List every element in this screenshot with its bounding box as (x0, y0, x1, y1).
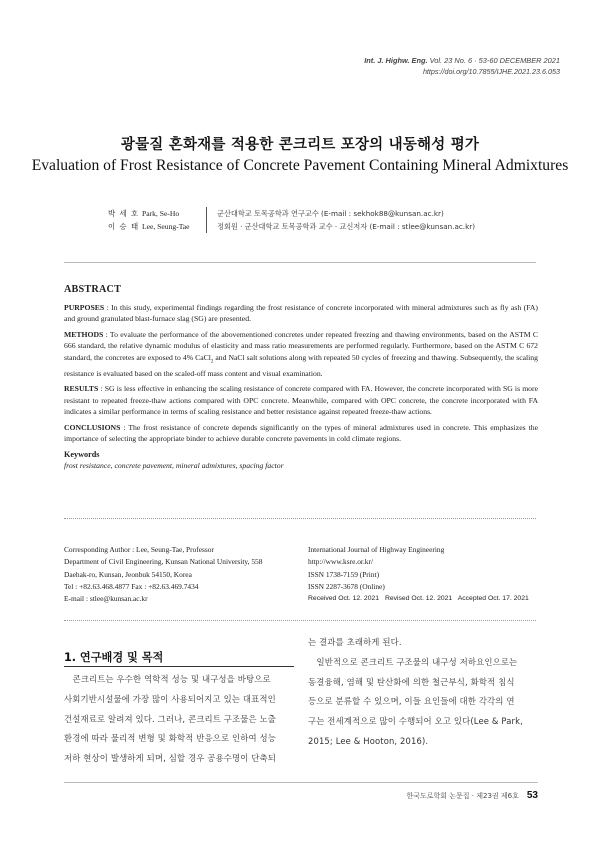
abstract-heading: ABSTRACT (64, 284, 122, 295)
corr-email[interactable]: E-mail : stlee@kunsan.ac.kr (64, 594, 148, 604)
publication-block (308, 544, 538, 605)
pub-url[interactable]: http://www.ksre.or.kr/ (308, 557, 374, 567)
pub-line: ISSN 2287-3678 (Online) (308, 581, 385, 591)
title-english: Evaluation of Frost Resistance of Concrete Pavement Containing Mineral Admixtures (31, 157, 569, 174)
body-line: 구는 전세계적으로 많이 수행되어 오고 있다(Lee & Park, (308, 716, 523, 727)
footer-journal: 한국도로학회 논문집 · 제23권 제6호 (406, 791, 519, 800)
body-line: 2015; Lee & Hooton, 2016). (308, 735, 429, 746)
doi-link[interactable]: https://doi.org/10.7855/IJHE.2021.23.6.053 (422, 67, 560, 76)
correspondence-block (64, 544, 304, 605)
body-line: 등으로 분류할 수 있으며, 이들 요인들에 대한 각각의 연 (308, 696, 515, 707)
methods-subscript: 2 (210, 359, 214, 365)
author-name-korean: 이 승 태 (108, 222, 140, 231)
section-heading: 1. 연구배경 및 목적 (64, 651, 164, 664)
body-line: 사회기반시설물에 가장 많이 사용되어지고 있는 대표적인 (64, 693, 276, 704)
revised-label: Revised (384, 595, 410, 603)
revised-date: Oct. 12. 2021 (411, 595, 453, 603)
page-number: 53 (526, 790, 538, 801)
conclusions-label: CONCLUSIONS (64, 422, 121, 432)
footer-rule (64, 782, 538, 783)
corr-line: Department of Civil Engineering, Kunsan National University, 558 (64, 557, 263, 567)
page-footer (406, 790, 538, 801)
purposes-text: : In this study, experimental findings regarding the frost resistance of concrete incorporated with mineral admixtures such as fly ash (FA) and ground granulated blast-furnace slag (SG) are presented. (64, 302, 538, 324)
body-line: 건설재료로 알려져 있다. 그러나, 콘크리트 구조물은 노출 (64, 713, 277, 724)
pub-line: ISSN 1738-7159 (Print) (308, 569, 380, 579)
author-list (108, 207, 475, 233)
accepted-date: Oct. 17. 2021 (487, 595, 529, 603)
abstract-results (64, 383, 538, 418)
received-date: Oct. 12. 2021 (338, 595, 380, 603)
author-row (108, 220, 475, 233)
corr-line: Corresponding Author : Lee, Seung-Tae, Professor (64, 545, 214, 554)
body-line: 환경에 따라 물리적 변형 및 화학적 반응으로 인하여 성능 (64, 733, 277, 744)
keywords-list: frost resistance, concrete pavement, mineral admixtures, spacing factor (64, 461, 284, 471)
body-column-left (64, 670, 294, 769)
body-line: 일반적으로 콘크리트 구조물의 내구성 저하요인으로는 (308, 656, 518, 667)
abstract-methods (64, 329, 538, 380)
received-label: Received (308, 595, 337, 603)
author-affiliation: 정회원 · 군산대학교 토목공학과 교수 · 교신저자 (E-mail : stlee@kunsan.ac.kr) (206, 220, 475, 233)
pub-dates (308, 593, 538, 605)
abstract (64, 284, 538, 472)
keywords-heading: Keywords (64, 449, 100, 459)
journal-header (364, 55, 560, 77)
methods-text: : To evaluate the performance of the abovementioned concretes under repeated freezing and thawing environments, based on the ASTM C 666 standard, the relative dynamic modulus of elasticity and mass ratio measurements are performed regularly. Furthermore, based on the ASTM C 672 standard, the concretes are exposed to 4% CaCl (64, 329, 538, 362)
purposes-label: PURPOSES (64, 302, 105, 312)
results-text: : SG is less effective in enhancing the scaling resistance of concrete compared with FA. However, the concrete incorporated with SG is more resistant to repeated freeze-thaw actions compared with OPC concrete. Meanwhile, compared with OPC concrete, the concrete incorporated with FA indicates a similar performance in terms of scaling resistance and better resistance against repeated freeze-thaw actions. (64, 384, 538, 417)
methods-text-cont: and NaCl salt solutions along with repeated 50 cycles of freezing and thawing. Subsequently, the scaling resistance is evaluated based on the scaled-off mass content and visual examination. (64, 352, 538, 378)
results-label: RESULTS (64, 384, 99, 394)
corr-line: Daehak-ro, Kunsan, Jeonbuk 54150, Korea (64, 569, 192, 579)
author-name-english: Park, Se-Ho (142, 209, 180, 218)
author-name-english: Lee, Seung-Tae (142, 222, 190, 231)
journal-name: Int. J. Highw. Eng. (364, 56, 428, 65)
author-row (108, 207, 475, 220)
abstract-purposes (64, 302, 538, 325)
methods-label: METHODS (64, 329, 104, 339)
volume-info: Vol. 23 No. 6 · 53-60 DECEMBER 2021 (429, 56, 560, 65)
section-rule (64, 666, 294, 667)
body-line: 동결융해, 염해 및 탄산화에 의한 철근부식, 화학적 침식 (308, 676, 515, 687)
body-line: 는 결과를 초래하게 된다. (308, 637, 402, 647)
title-korean: 광물질 혼화재를 적용한 콘크리트 포장의 내동해성 평가 (120, 137, 480, 153)
body-line: 저하 현상이 발생하게 되며, 심할 경우 공용수명이 단축되 (64, 753, 277, 764)
divider (64, 262, 536, 263)
dotted-divider (64, 620, 536, 621)
body-line: 콘크리트는 우수한 역학적 성능 및 내구성을 바탕으로 (64, 674, 271, 684)
conclusions-text: : The frost resistance of concrete depends significantly on the types of mineral admixtures used in concrete. This emphasizes the importance of selecting the appropriate binder to achieve durable concrete pavements in cold climate regions. (64, 422, 538, 444)
author-name-korean: 박 세 호 (108, 209, 140, 218)
accepted-label: Accepted (457, 595, 487, 603)
author-affiliation: 군산대학교 토목공학과 연구교수 (E-mail : sekhok88@kunsan.ac.kr) (206, 207, 444, 220)
body-column-right (308, 633, 538, 752)
abstract-conclusions (64, 422, 538, 445)
pub-line: International Journal of Highway Engineering (308, 545, 445, 554)
dotted-divider (64, 518, 536, 519)
corr-line: Tel : +82.63.468.4877 Fax : +82.63.469.7434 (64, 581, 199, 591)
journal-citation (364, 55, 560, 66)
